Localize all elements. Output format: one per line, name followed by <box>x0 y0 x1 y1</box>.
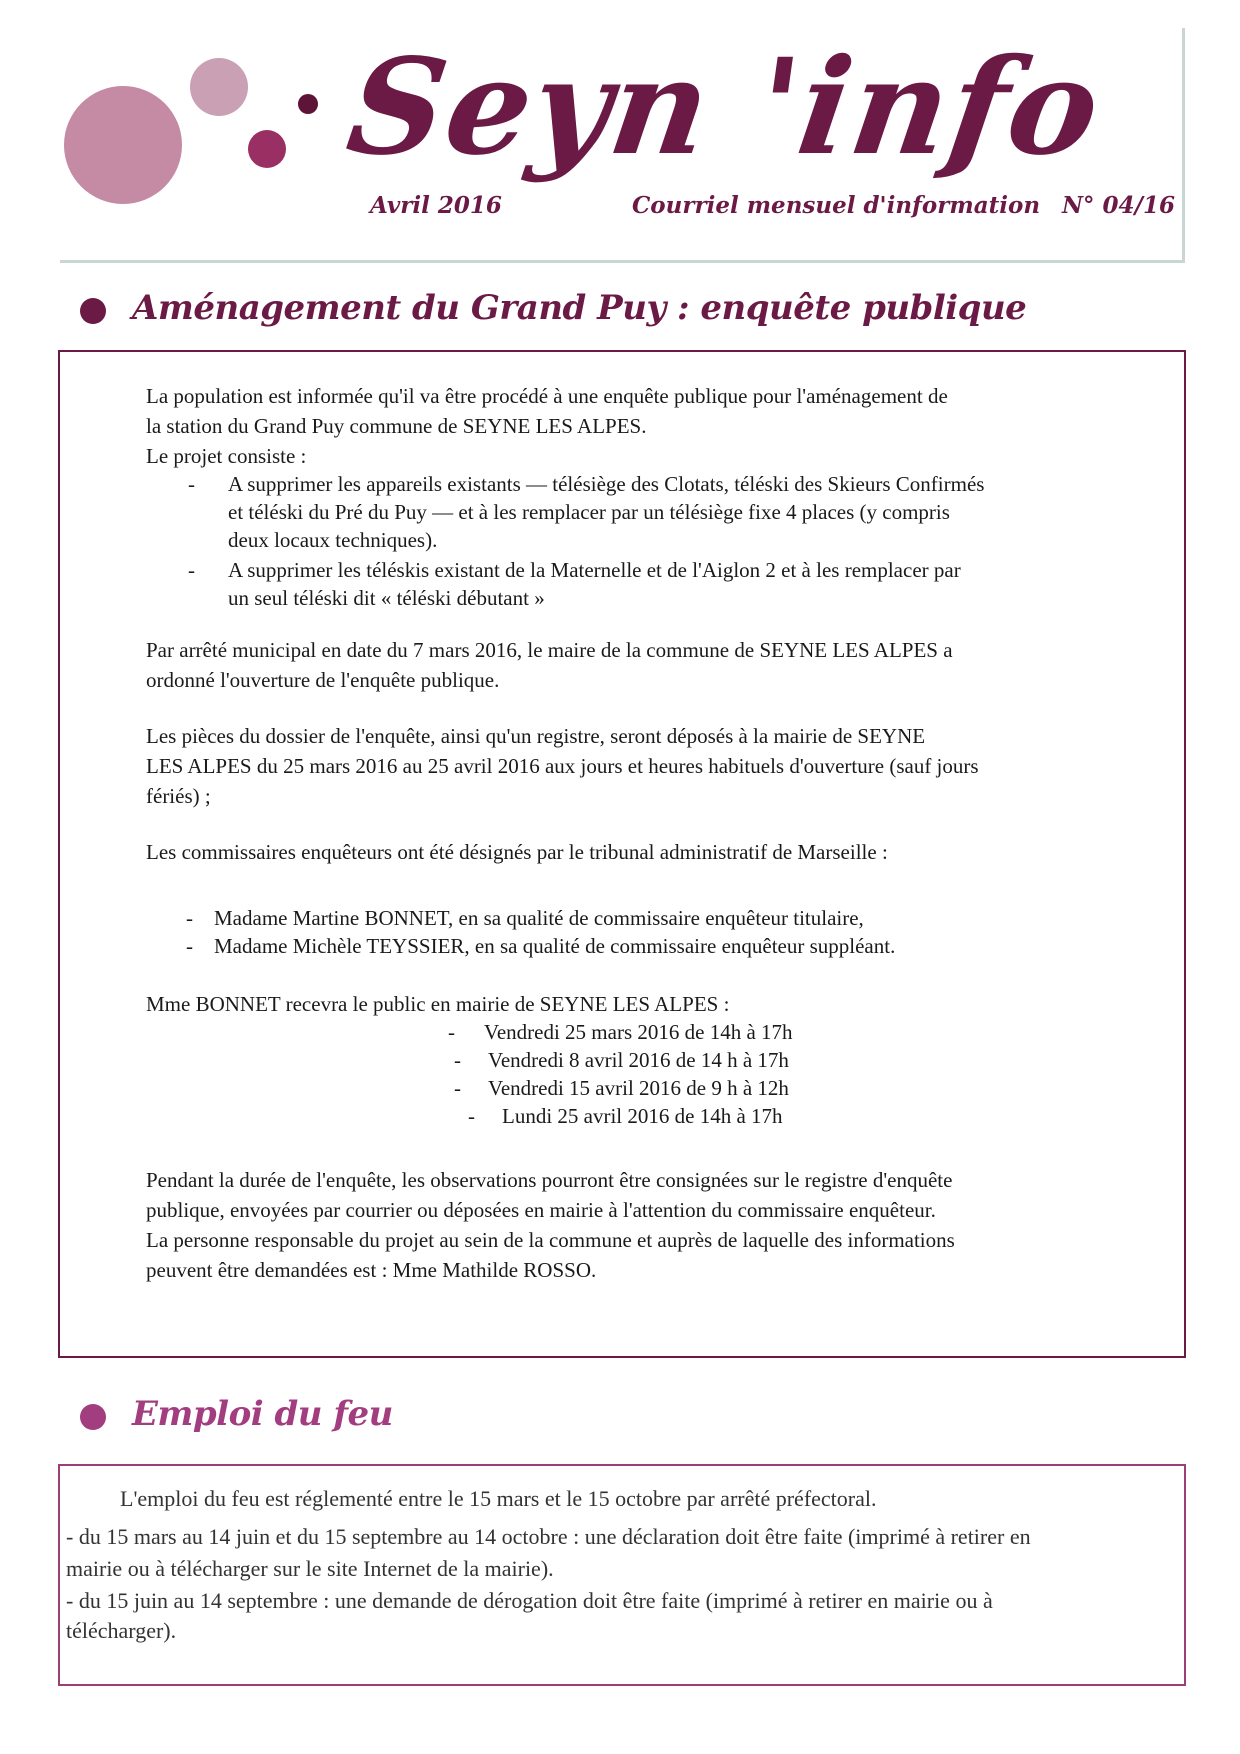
paragraph-line: Pendant la durée de l'enquête, les observations pourront être consignées sur le registre d'enquête <box>146 1168 953 1192</box>
paragraph-line: publique, envoyées par courrier ou déposées en mairie à l'attention du commissaire enquêteur. <box>146 1198 936 1222</box>
project-label: Le projet consiste : <box>146 444 307 468</box>
list-item: un seul téléski dit « téléski débutant » <box>228 586 545 610</box>
paragraph-line: Les commissaires enquêteurs ont été désignés par le tribunal administratif de Marseille : <box>146 840 888 864</box>
newsletter-title: Seyn 'info <box>339 30 1111 185</box>
list-item: Lundi 25 avril 2016 de 14h à 17h <box>502 1104 783 1128</box>
bullet-icon <box>80 298 106 324</box>
paragraph-line: la station du Grand Puy commune de SEYNE LES ALPES. <box>146 414 647 438</box>
paragraph-line: - du 15 juin au 14 septembre : une demande de dérogation doit être faite (imprimé à retirer en mairie ou à <box>66 1588 993 1613</box>
decorative-circle-tiny <box>298 94 318 114</box>
list-item: A supprimer les téléskis existant de la Maternelle et de l'Aiglon 2 et à les remplacer par <box>228 558 961 582</box>
list-item: Madame Michèle TEYSSIER, en sa qualité de commissaire enquêteur suppléant. <box>214 934 896 958</box>
paragraph-line: mairie ou à télécharger sur le site Internet de la mairie). <box>66 1556 554 1581</box>
issue-number: N° 04/16 <box>1062 192 1175 219</box>
article-grand-puy <box>58 350 1186 1358</box>
paragraph-line: peuvent être demandées est : Mme Mathilde ROSSO. <box>146 1258 597 1282</box>
paragraph-line: LES ALPES du 25 mars 2016 au 25 avril 2016 aux jours et heures habituels d'ouverture (sauf jours <box>146 754 979 778</box>
list-dash: - <box>468 1104 475 1128</box>
issue-date: Avril 2016 <box>370 192 502 219</box>
list-dash: - <box>186 934 193 958</box>
paragraph-line: Les pièces du dossier de l'enquête, ainsi qu'un registre, seront déposés à la mairie de SEYNE <box>146 724 926 748</box>
decorative-circle-medium <box>190 58 248 116</box>
masthead <box>60 28 1184 266</box>
list-item: Vendredi 8 avril 2016 de 14 h à 17h <box>488 1048 789 1072</box>
list-item: et téléski du Pré du Puy — et à les remplacer par un télésiège fixe 4 places (y compris <box>228 500 950 524</box>
section-title: Aménagement du Grand Puy : enquête publique <box>132 288 1027 328</box>
list-dash: - <box>186 906 193 930</box>
paragraph-line: Mme BONNET recevra le public en mairie de SEYNE LES ALPES : <box>146 992 730 1016</box>
list-dash: - <box>454 1076 461 1100</box>
newsletter-subtitle: Courriel mensuel d'information <box>632 192 1041 219</box>
list-item: Madame Martine BONNET, en sa qualité de commissaire enquêteur titulaire, <box>214 906 864 930</box>
bullet-icon <box>80 1404 106 1430</box>
paragraph-line: ordonné l'ouverture de l'enquête publique. <box>146 668 500 692</box>
paragraph-line: Par arrêté municipal en date du 7 mars 2016, le maire de la commune de SEYNE LES ALPES a <box>146 638 953 662</box>
list-item: deux locaux techniques). <box>228 528 438 552</box>
list-dash: - <box>448 1020 455 1044</box>
article-emploi-du-feu <box>58 1464 1186 1686</box>
section-title: Emploi du feu <box>132 1394 393 1434</box>
list-dash: - <box>188 472 195 496</box>
paragraph-line: L'emploi du feu est réglementé entre le 15 mars et le 15 octobre par arrêté préfectoral. <box>120 1486 877 1511</box>
list-item: Vendredi 25 mars 2016 de 14h à 17h <box>484 1020 793 1044</box>
list-item: A supprimer les appareils existants — télésiège des Clotats, téléski des Skieurs Confirmés <box>228 472 985 496</box>
paragraph-line: - du 15 mars au 14 juin et du 15 septembre au 14 octobre : une déclaration doit être faite (imprimé à retirer en <box>66 1524 1031 1549</box>
list-item: Vendredi 15 avril 2016 de 9 h à 12h <box>488 1076 789 1100</box>
list-dash: - <box>188 558 195 582</box>
paragraph-line: La personne responsable du projet au sein de la commune et auprès de laquelle des informations <box>146 1228 955 1252</box>
paragraph-line: télécharger). <box>66 1618 177 1643</box>
list-dash: - <box>454 1048 461 1072</box>
decorative-circle-large <box>64 86 182 204</box>
decorative-circle-small <box>248 130 286 168</box>
paragraph-line: fériés) ; <box>146 784 211 808</box>
paragraph-line: La population est informée qu'il va être procédé à une enquête publique pour l'aménagement de <box>146 384 948 408</box>
